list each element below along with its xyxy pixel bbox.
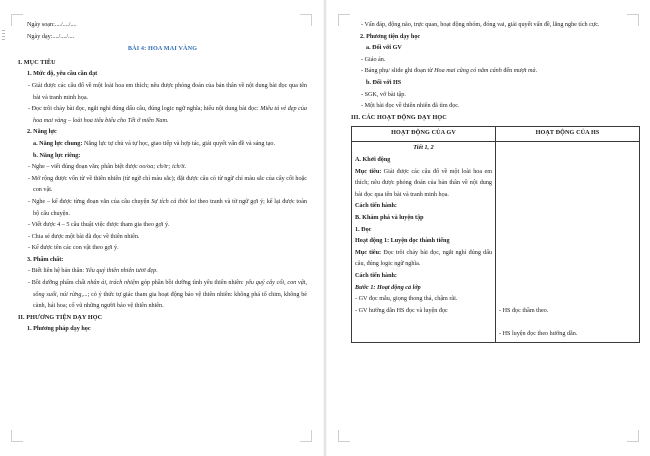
subheading-muc-do: 1. Mức độ, yêu cầu cần đạt [27,71,98,78]
crop-mark-bottom-right [627,430,639,442]
document-page-2 [327,0,650,456]
crop-mark-bottom-left [11,430,23,442]
gv-block-cach-tien-hanh-2: Cách tiến hành: [355,272,397,279]
spacer [499,236,636,248]
item-lead: - Bảng phụ/ slide ghi đoạn từ [361,68,435,75]
subheading-pham-chat: 3. Phẩm chất: [27,256,64,263]
spacer [499,201,636,213]
item-italic: Hoa mai cũng có năm cánh [434,68,502,75]
gv-block-muc-tieu-1 [355,167,492,202]
bullet-part: góp phần bồi dưỡng tình yêu thiên nhiên: [139,280,246,287]
muctieu-bullet-2 [18,104,307,127]
pham-chat-bullet-1 [18,266,307,278]
gv-block-gv-huong-dan: - GV hướng dẫn HS đọc và luyện đọc [355,307,448,314]
bullet-lead: - Kể được tên các con vật theo gợi ý. [28,245,119,252]
bullet-tail: theo tranh và từ ngữ gợi ý; kể lại được toàn bộ câu chuyện. [33,198,307,217]
bullet-italic: Yêu quý thiên nhiên tươi đẹp. [85,268,158,275]
gv-label: a. Đối với GV [366,45,402,52]
bullet-part: - Bồi dưỡng phẩm chất [28,280,88,287]
subheading-phuong-tien-day-hoc: 2. Phương tiện dạy học [360,33,421,40]
muc-tieu-label: Mục tiêu: [355,168,382,175]
bullet-lead: - Nghe – kể được từng đoạn văn của câu chuyện [28,198,152,205]
nang-luc-rieng-bullet [18,243,307,255]
spacer [499,317,636,329]
nang-luc-rieng-bullet [18,162,307,174]
nang-luc-rieng-bullet [18,174,307,197]
item-tail: . [535,68,538,75]
nang-luc-chung-label: a. Năng lực chung: [33,140,83,147]
spacer [499,259,636,271]
hs-response-1: - HS đọc thầm theo. [499,307,549,314]
spacer [499,213,636,225]
bullet-italic: nhân ái, trách nhiệm [87,280,140,287]
hs-item: - SGK, vở bài tập. [361,91,406,98]
spacer [499,143,636,155]
spacer [499,283,636,295]
muctieu-bullet-2-italic: Miêu tả vẻ đẹp của hoa mai vàng – loài hoa tiêu biểu cho Tết ở miền Nam. [33,106,307,124]
hs-item: - Một bài đọc về thiên nhiên đã tìm đọc. [361,103,460,110]
heading-cac-hoat-dong-day-hoc: III. CÁC HOẠT ĐỘNG DẠY HỌC [351,114,447,121]
crop-mark-bottom-left [338,430,350,442]
bullet-italic: yêu quý cây cối, con vật, sông suối, núi rừng,... [33,280,308,298]
gv-item [351,55,640,67]
bullet-lead: - Nghe – viết đúng đoạn văn; phân biệt được [28,164,140,171]
spacer [499,190,636,202]
document-page-1 [0,0,323,456]
page-2-body [351,20,640,343]
muctieu-bullet-2-lead: - Đọc trôi chảy bài đọc, ngắt nghỉ đúng dấu câu, đúng logic ngữ nghĩa; hiểu nội dung bài đọc: [28,106,261,113]
table-cell-gv [352,141,496,342]
activities-table [351,126,640,342]
table-header-gv: HOẠT ĐỘNG CỦA GV [352,127,496,142]
bullet-lead: - Viết được 4 – 5 câu thuật việc được tham gia theo gợi ý. [28,222,170,229]
table-header-row [352,127,640,142]
date-taught-line: Ngày dạy:..../..../.... [27,33,75,40]
nang-luc-rieng-bullet [18,220,307,232]
muc-tieu-text: Đọc trôi chảy bài đọc, ngắt nghỉ đúng dấu câu, đúng logic ngữ nghĩa. [355,249,492,268]
nang-luc-chung-text: Năng lực tự chủ và tự học, giao tiếp và hợp tác, giải quyết vấn đề và sáng tạo. [82,140,276,147]
gv-block-kham-pha: B. Khám phá và luyện tập [355,215,424,221]
hs-label: b. Đối với HS [366,79,402,86]
bullet-italic: oo/oa; ch/tr; ich/it [139,164,185,171]
gv-block-hoat-dong-1: Hoạt động 1: Luyện đọc thành tiếng [355,238,450,245]
table-row [352,141,640,342]
page-edge-ticks [2,30,6,44]
spacer [499,178,636,190]
page-1-body [18,20,307,336]
gv-block-cach-tien-hanh-1: Cách tiến hành: [355,203,397,210]
pham-chat-bullet-2 [18,278,307,313]
heading-muc-tieu: I. MỤC TIÊU [18,59,56,66]
spacer [499,225,636,237]
gv-block-khoi-dong: A. Khởi động [355,157,391,164]
lesson-period-label: Tiết 1, 2 [413,145,434,152]
hs-response-2: - HS luyện đọc theo hướng dẫn. [499,330,578,337]
muctieu-bullet-1: - Giải được các câu đố về một loài hoa em thích; nêu được phỏng đoán của bản thân về nội dung bài đọc qua tên bài và tranh minh họa. [28,82,307,101]
subheading-phuong-phap-day-hoc: 1. Phương pháp dạy học [27,326,91,333]
item-mid: đến [501,68,514,75]
gv-block-buoc-1: Bước 1: Hoạt động cả lớp [355,284,421,291]
gv-item [351,66,640,78]
bullet-italic: Sự tích cá thòi loi [151,198,196,205]
spacer [499,167,636,179]
spacer [499,155,636,167]
nang-luc-rieng-bullet [18,197,307,220]
bullet-part: ; có ý thức tự giác tham gia hoạt động bảo vệ thiên nhiên: không phá tổ chim, không bẻ cành, hái hoa; cổ vũ những người bảo vệ thiên nhiên. [33,291,307,310]
bullet-lead: - Biết liên hệ bản thân: [28,268,86,275]
gv-block-doc: 1. Đọc [355,226,372,233]
item-italic-2: mượt mà [513,68,536,75]
bullet-lead: - Chia sẻ được một bài đã đọc về thiên nhiên. [28,233,140,240]
page-title: BÀI 4: HOA MAI VÀNG [127,46,198,53]
muc-tieu-text: Giải được các câu đố về một loài hoa em thích; nêu được phỏng đoán của bản thân về nội dung bài đọc qua tên bài và tranh minh họa. [355,168,492,198]
crop-mark-bottom-right [300,430,312,442]
nang-luc-chung [18,139,307,151]
muc-tieu-label: Mục tiêu: [355,249,382,256]
gv-block-gv-doc-mau: - GV đọc mẫu, giọng thong thả, chậm rãi. [355,296,458,303]
spacer [499,248,636,260]
table-header-hs: HOẠT ĐỘNG CỦA HS [496,127,640,142]
bullet-tail: . [184,164,187,171]
date-prepared-line: Ngày soạn:..../..../.... [27,22,77,28]
spacer [499,271,636,283]
ppdh-bullet: - Vấn đáp, động não, trực quan, hoạt động nhóm, đóng vai, giải quyết vấn đề, lắng nghe tích cực. [361,22,600,28]
table-cell-hs [496,141,640,342]
nang-luc-rieng-label: b. Năng lực riêng: [33,152,81,159]
gv-block-muc-tieu-2 [355,248,492,271]
crop-mark-top-left [338,14,350,26]
bullet-lead: - Mở rộng được vốn từ về thiên nhiên (từ ngữ chỉ màu sắc); đặt được câu có từ ngữ chỉ màu sắc của cây cối hoặc con vật. [28,175,307,194]
item-lead: - Giáo án. [361,56,386,63]
heading-phuong-tien-day-hoc: II. PHƯƠNG TIỆN DẠY HỌC [18,314,103,321]
spacer [499,294,636,306]
nang-luc-rieng-bullet [18,232,307,244]
subheading-nang-luc: 2. Năng lực [27,129,57,136]
